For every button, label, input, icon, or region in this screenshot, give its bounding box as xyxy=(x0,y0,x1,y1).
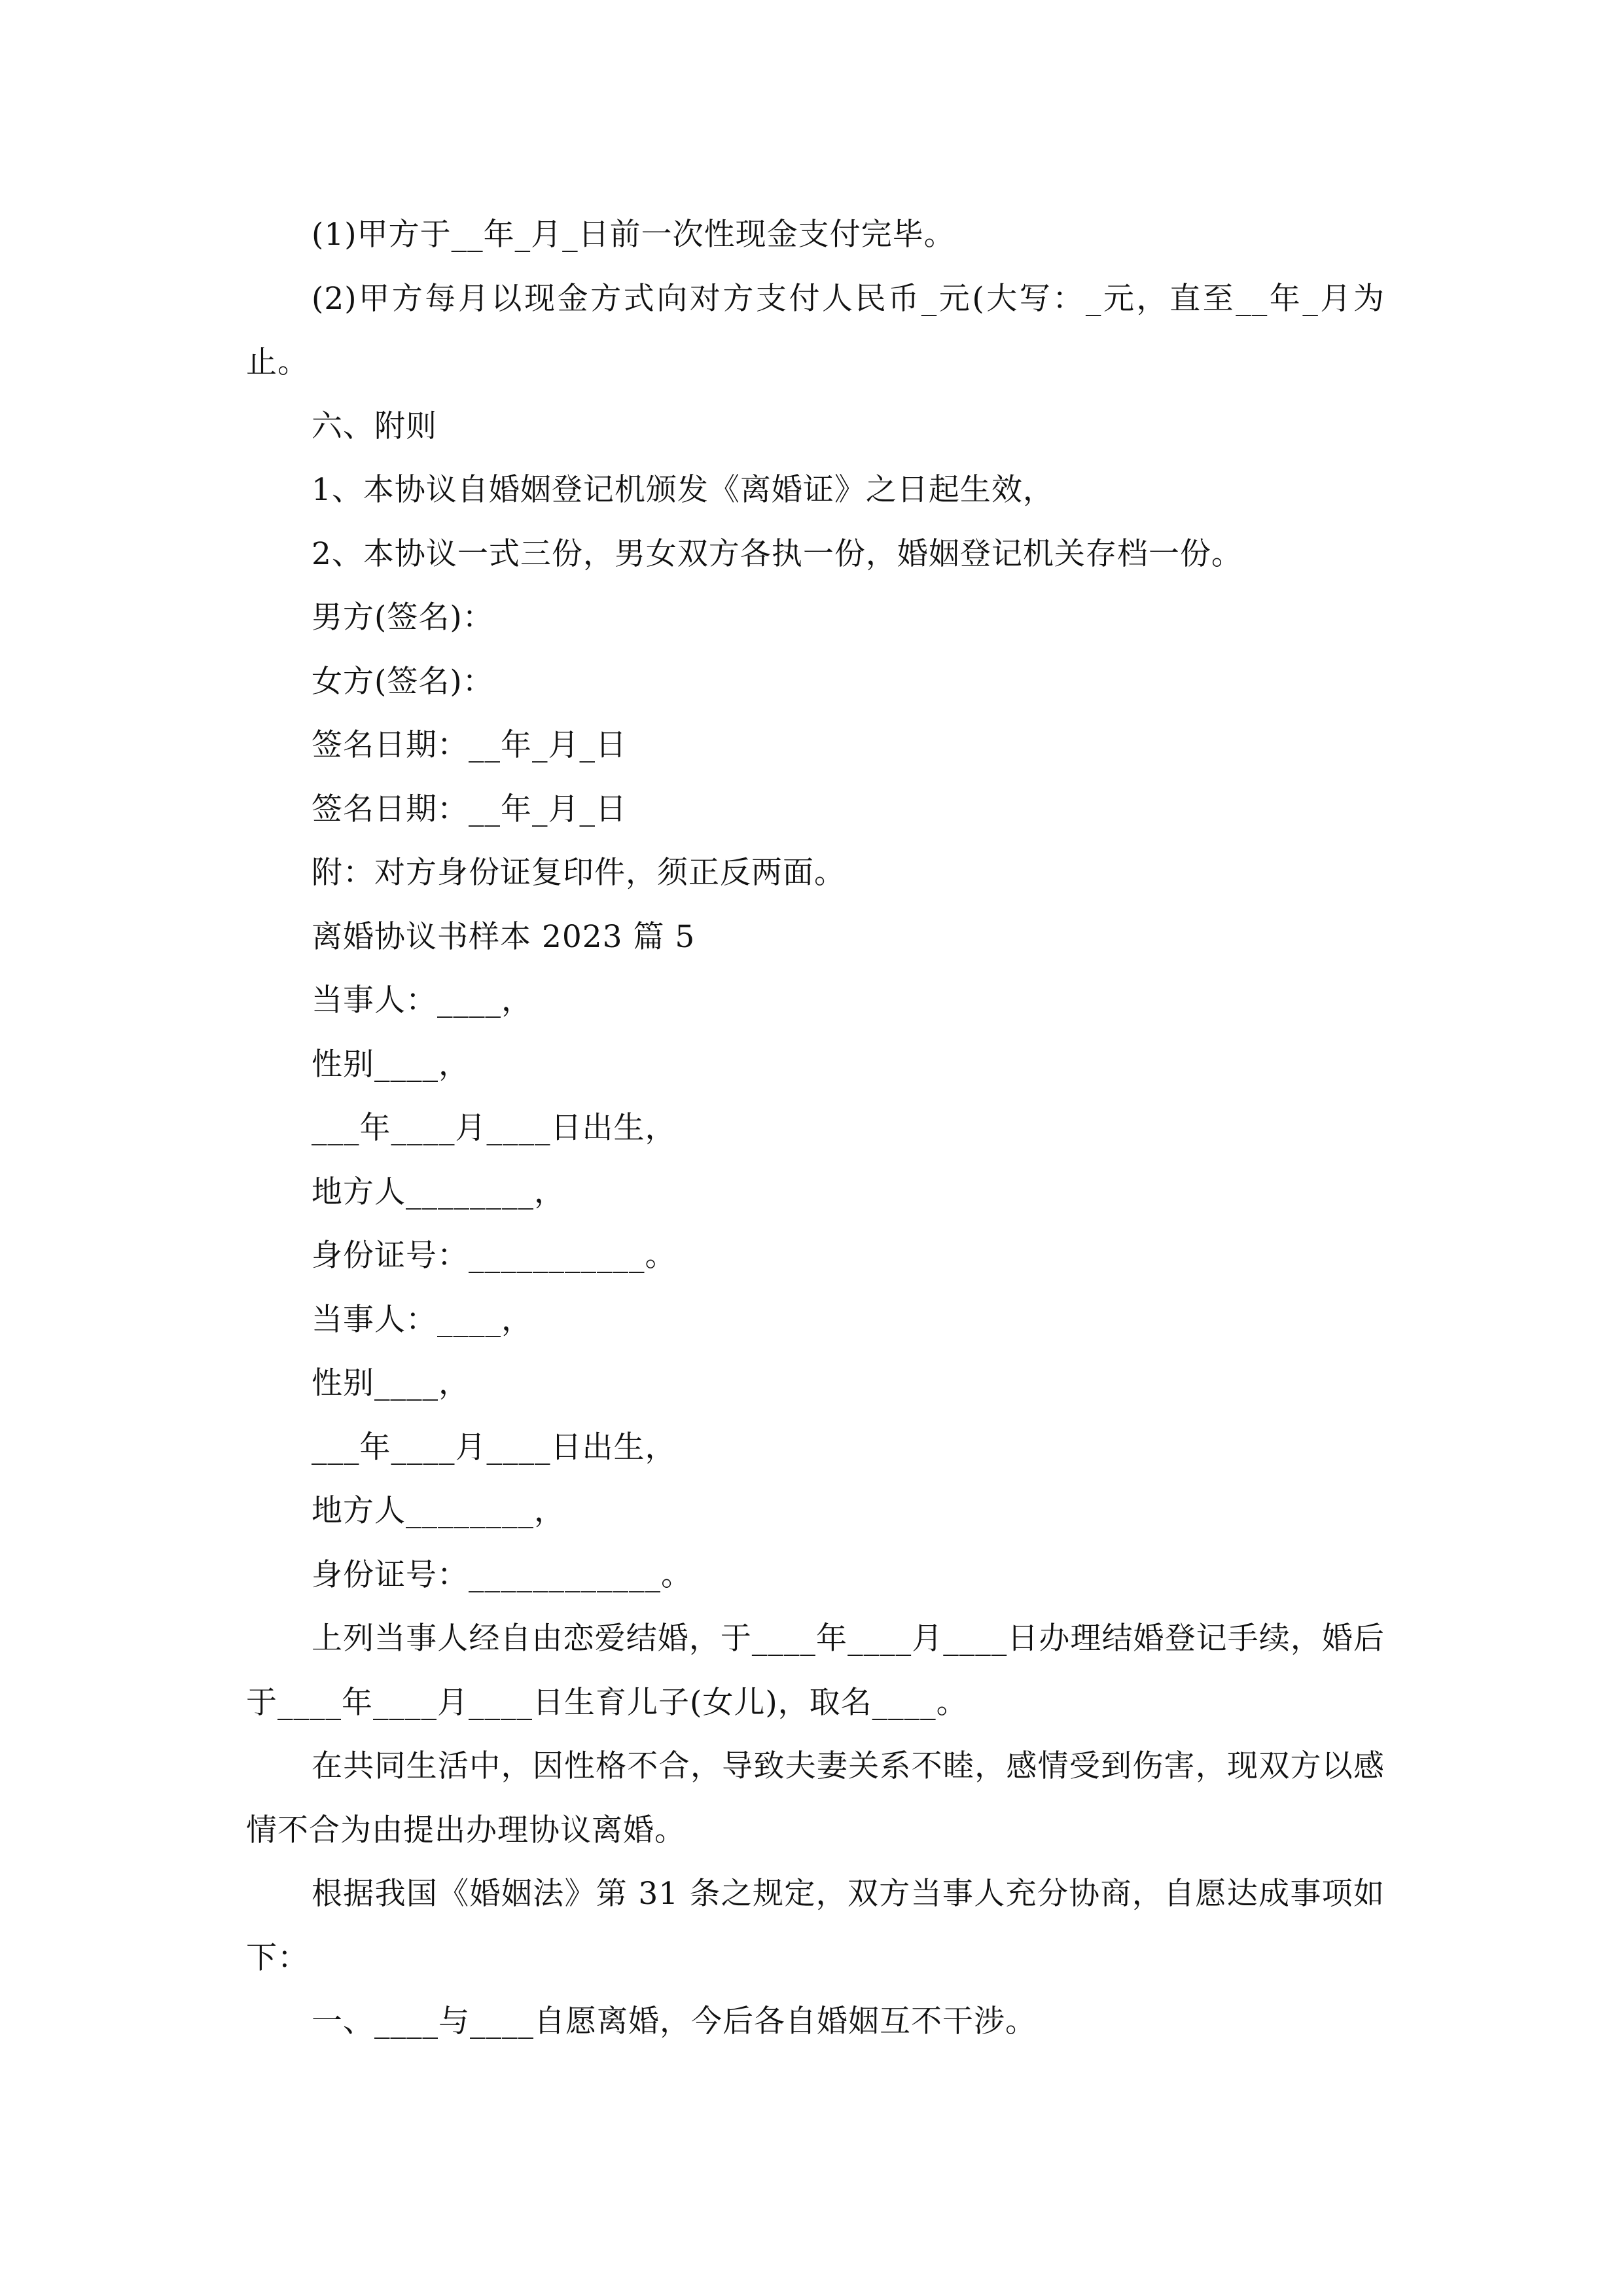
clause-1: 一、____与____自愿离婚，今后各自婚姻互不干涉。 xyxy=(312,2003,1037,2039)
paragraph-payment-2: (2)甲方每月以现金方式向对方支付人民币_元(大写：_元，直至__年_月为止。 xyxy=(246,280,1385,380)
paragraph-payment-1: (1)甲方于__年_月_日前一次性现金支付完毕。 xyxy=(312,217,955,253)
party-1-name: 当事人：____， xyxy=(312,982,533,1018)
party-2-name: 当事人：____， xyxy=(312,1301,533,1338)
paragraph-marriage: 上列当事人经自由恋爱结婚，于____年____月____日办理结婚登记手续，婚后于____年____月____日生育儿子(女儿)，取名____。 xyxy=(246,1621,1385,1721)
signature-male: 男方(签名)： xyxy=(312,600,494,636)
paragraph-reason: 在共同生活中，因性格不合，导致夫妻关系不睦，感情受到伤害，现双方以感情不合为由提出办理协议离婚。 xyxy=(246,1748,1385,1848)
party-2-gender: 性别____， xyxy=(312,1365,470,1401)
party-1-id: 身份证号：___________。 xyxy=(312,1238,677,1274)
document-body xyxy=(246,203,1385,2054)
paragraph-effective: 1、本协议自婚姻登记机颁发《离婚证》之日起生效， xyxy=(312,472,1054,508)
section-heading-appendix: 六、附则 xyxy=(312,408,437,444)
attachment-note: 附：对方身份证复印件，须正反两面。 xyxy=(312,855,846,891)
party-2-origin: 地方人________， xyxy=(312,1493,565,1529)
paragraph-copies: 2、本协议一式三份，男女双方各执一份，婚姻登记机关存档一份。 xyxy=(312,535,1243,572)
paragraph-law: 根据我国《婚姻法》第 31 条之规定，双方当事人充分协商，自愿达成事项如下： xyxy=(246,1876,1385,1976)
signature-date-2: 签名日期：__年_月_日 xyxy=(312,791,627,827)
party-2-id: 身份证号：____________。 xyxy=(312,1556,692,1593)
party-1-gender: 性别____， xyxy=(312,1046,470,1083)
party-1-origin: 地方人________， xyxy=(312,1174,565,1210)
party-2-birth: ___年____月____日出生， xyxy=(312,1429,677,1465)
signature-female: 女方(签名)： xyxy=(312,663,494,700)
party-1-birth: ___年____月____日出生， xyxy=(312,1110,677,1146)
sample-title: 离婚协议书样本 2023 篇 5 xyxy=(312,918,696,955)
signature-date-1: 签名日期：__年_月_日 xyxy=(312,727,627,763)
